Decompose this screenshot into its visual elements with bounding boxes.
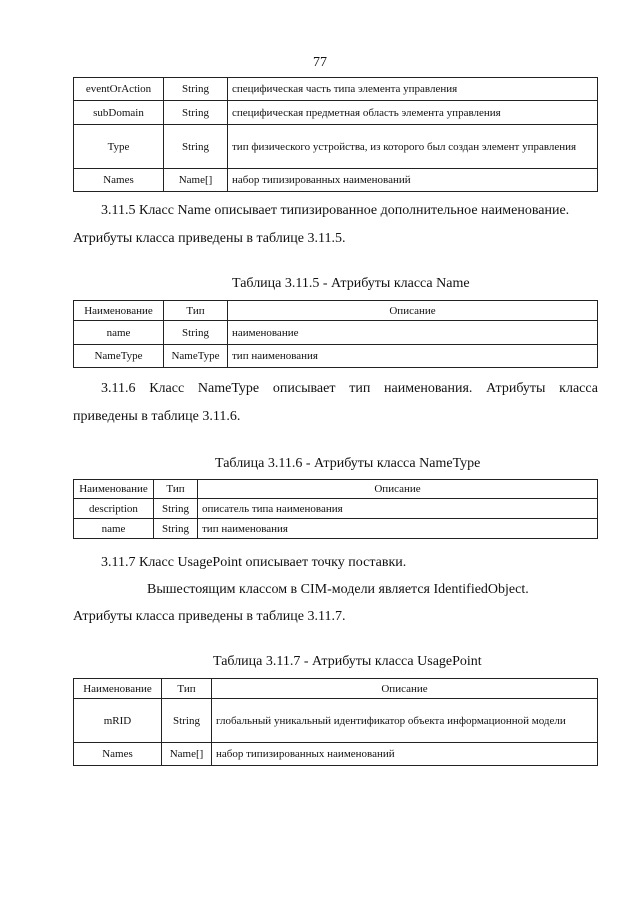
table-row <box>74 499 598 519</box>
column-header-type: Тип <box>162 679 212 699</box>
table-row <box>74 125 598 169</box>
table-row <box>74 699 598 743</box>
attribute-type-cell: String <box>154 499 198 519</box>
attribute-description-cell: тип наименования <box>198 519 598 539</box>
attribute-name-cell: Names <box>74 169 164 192</box>
table-header-row <box>74 301 598 321</box>
table-row <box>74 345 598 368</box>
page-number: 77 <box>313 55 327 70</box>
attribute-description-cell: специфическая предметная область элемента управления <box>228 101 598 125</box>
table-header-row <box>74 679 598 699</box>
column-header-name: Наименование <box>74 301 164 321</box>
attribute-type-cell: String <box>164 125 228 169</box>
paragraph-3-11-6 <box>73 376 598 430</box>
attribute-name-cell: eventOrAction <box>74 78 164 101</box>
attribute-description-cell: набор типизированных наименований <box>212 743 598 766</box>
attribute-type-cell: String <box>164 321 228 345</box>
attribute-name-cell: name <box>74 321 164 345</box>
column-header-description: Описание <box>228 301 598 321</box>
table-row <box>74 321 598 345</box>
table-caption: Таблица 3.11.5 - Атрибуты класса Name <box>232 276 470 291</box>
column-header-description: Описание <box>198 480 598 499</box>
attribute-description-cell: специфическая часть типа элемента управления <box>228 78 598 101</box>
attribute-name-cell: Type <box>74 125 164 169</box>
attribute-type-cell: String <box>164 101 228 125</box>
table-caption: Таблица 3.11.6 - Атрибуты класса NameType <box>215 456 481 471</box>
attribute-type-cell: String <box>154 519 198 539</box>
table-row <box>74 169 598 192</box>
attribute-description-cell: тип физического устройства, из которого был создан элемент управления <box>228 125 598 169</box>
paragraph-line: 3.11.6 Класс NameType описывает тип наименования. Атрибуты класса <box>101 381 598 396</box>
attribute-description-cell: набор типизированных наименований <box>228 169 598 192</box>
attribute-type-cell: String <box>162 699 212 743</box>
attribute-name-cell: mRID <box>74 699 162 743</box>
attribute-type-cell: Name[] <box>162 743 212 766</box>
table-3-11-7 <box>73 678 598 766</box>
paragraph-line: Вышестоящим классом в CIM-модели является IdentifiedObject. <box>147 582 529 597</box>
paragraph-line: Атрибуты класса приведены в таблице 3.11.5. <box>73 231 346 246</box>
paragraph-line: 3.11.5 Класс Name описывает типизированное дополнительное наименование. <box>101 203 570 218</box>
column-header-type: Тип <box>164 301 228 321</box>
attribute-name-cell: name <box>74 519 154 539</box>
attribute-name-cell: Names <box>74 743 162 766</box>
attribute-name-cell: description <box>74 499 154 519</box>
column-header-type: Тип <box>154 480 198 499</box>
attributes-table-continuation <box>73 77 598 192</box>
attribute-name-cell: subDomain <box>74 101 164 125</box>
attribute-description-cell: глобальный уникальный идентификатор объекта информационной модели <box>212 699 598 743</box>
attribute-type-cell: NameType <box>164 345 228 368</box>
column-header-description: Описание <box>212 679 598 699</box>
attribute-description-cell: описатель типа наименования <box>198 499 598 519</box>
table-3-11-6 <box>73 479 598 539</box>
table-row <box>74 78 598 101</box>
paragraph-line: 3.11.7 Класс UsagePoint описывает точку поставки. <box>101 555 407 570</box>
attribute-name-cell: NameType <box>74 345 164 368</box>
paragraph-line: Атрибуты класса приведены в таблице 3.11.7. <box>73 609 346 624</box>
attribute-description-cell: наименование <box>228 321 598 345</box>
attribute-description-cell: тип наименования <box>228 345 598 368</box>
column-header-name: Наименование <box>74 480 154 499</box>
table-header-row <box>74 480 598 499</box>
column-header-name: Наименование <box>74 679 162 699</box>
table-row <box>74 101 598 125</box>
table-3-11-5 <box>73 300 598 368</box>
paragraph-3-11-5 <box>73 198 598 252</box>
table-caption: Таблица 3.11.7 - Атрибуты класса UsagePoint <box>213 654 482 669</box>
attribute-type-cell: String <box>164 78 228 101</box>
attribute-type-cell: Name[] <box>164 169 228 192</box>
table-row <box>74 519 598 539</box>
paragraph-line: приведены в таблице 3.11.6. <box>73 409 241 424</box>
paragraph-3-11-7 <box>73 550 598 630</box>
table-row <box>74 743 598 766</box>
